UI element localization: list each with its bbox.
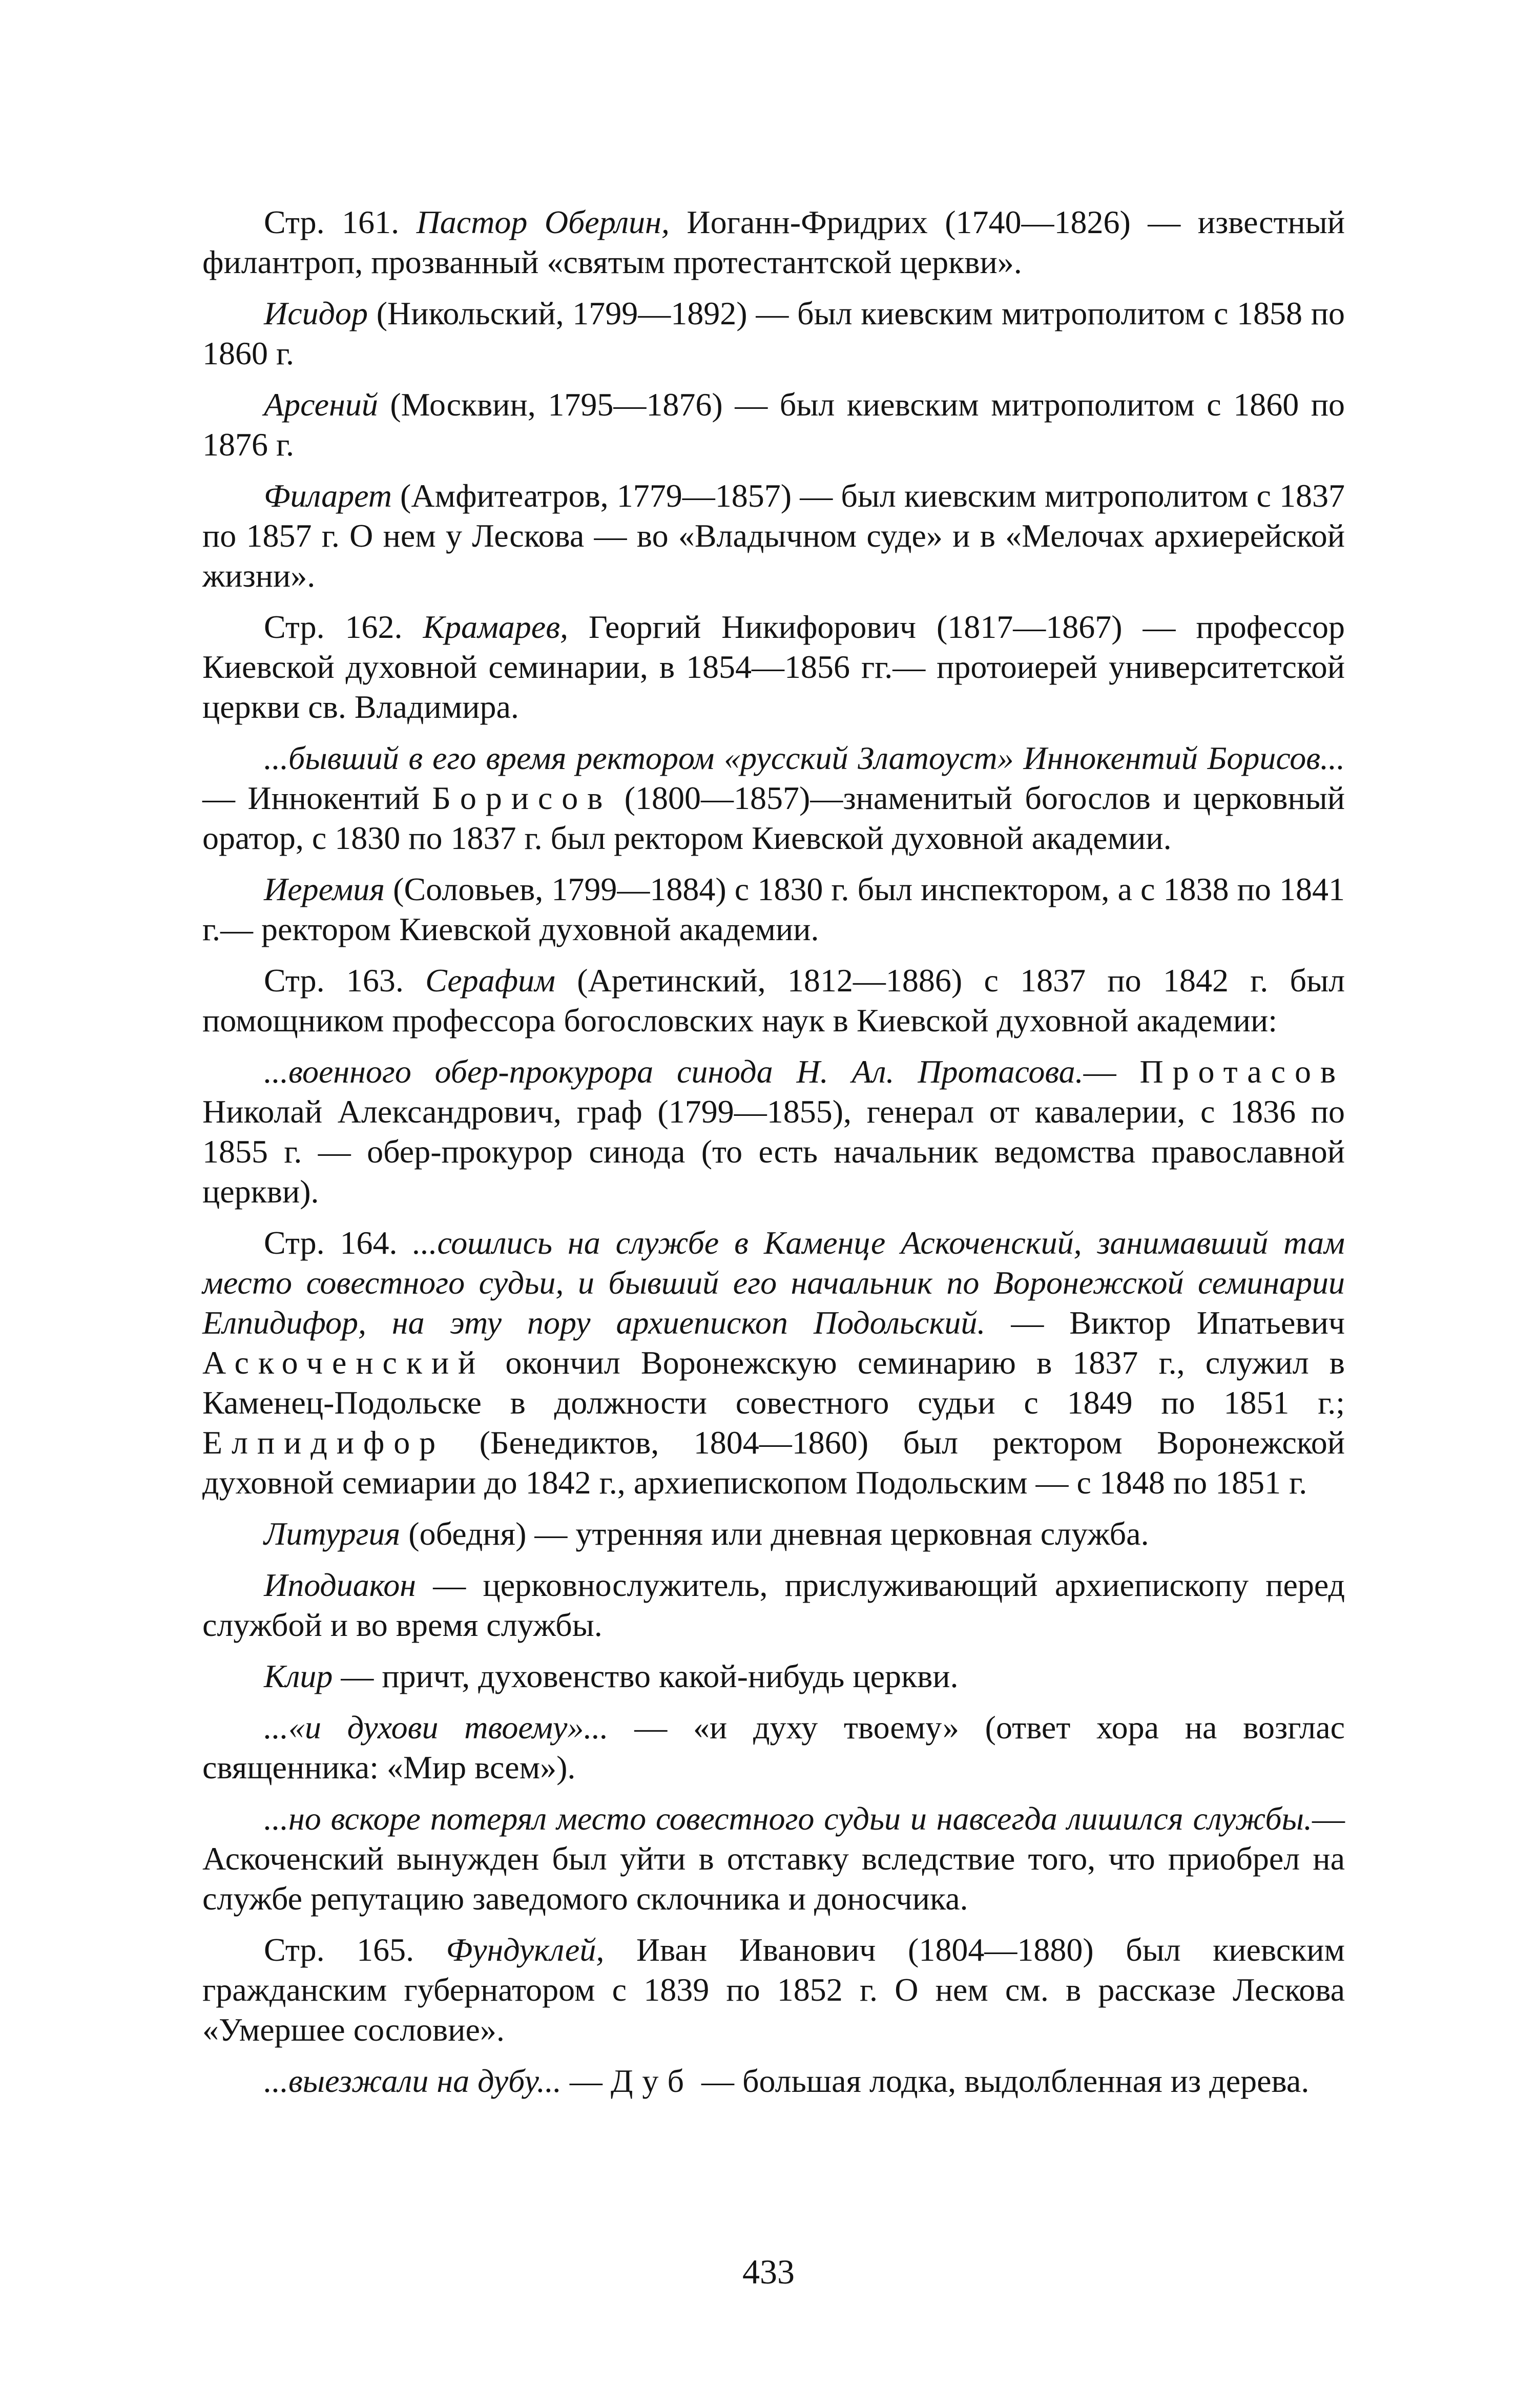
text-run: Иван Иванович (1804—1880) был киевским гражданским губернатором с 1839 по 1852 г. О нем см. в рассказе Лескова «Умершее сословие». [202,1932,1345,2048]
text-run: Стр. 161. [264,204,417,240]
text-run: (Бенедиктов, 1804—1860) был ректором Воронежской духовной семиарии до 1842 г., архиепископом Подольским — с 1848 по 1851 г. [202,1424,1345,1501]
italic-quote: Иподиакон [264,1567,416,1603]
text-run: — Аскоченский вынужден был уйти в отставку вследствие того, что приобрел на службе репутацию заведомого склочника и доносчика. [202,1800,1345,1917]
text-run: — «и духу твоему» (ответ хора на возглас священника: «Мир всем»). [202,1709,1345,1786]
commentary-text [202,202,1345,2112]
note-paragraph [202,1514,1345,1554]
note-paragraph [202,1930,1345,2050]
italic-quote: Серафим [425,962,555,999]
note-paragraph [202,1223,1345,1503]
italic-quote: Пастор Оберлин, [416,204,670,240]
spaced-name: Дуб [610,2063,693,2099]
note-paragraph [202,1565,1345,1645]
text-run: Георгий Никифорович (1817—1867) — профессор Киевской духовной семинарии, в 1854—1856 гг.— протоиерей университетской церкви св. Владимира. [202,609,1345,725]
italic-quote: Исидор [264,295,368,331]
note-paragraph [202,607,1345,727]
italic-quote: Клир [264,1658,333,1694]
text-run: Стр. 165. [264,1932,446,1968]
text-run: Стр. 164. [264,1224,413,1261]
spaced-name: Аскоченский [202,1344,485,1381]
note-paragraph [202,294,1345,373]
note-paragraph [202,1052,1345,1212]
text-run: — Иннокентий [202,780,432,816]
text-run: (1800—1857)—знаменитый богослов и церковный оратор, с 1830 по 1837 г. был ректором Киевской духовной академии. [202,780,1345,856]
text-run: — Виктор Ипатьевич [985,1304,1345,1341]
italic-quote: ...«и духови твоему»... [264,1709,609,1746]
text-run: (Никольский, 1799—1892) — был киевским митрополитом с 1858 по 1860 г. [202,295,1345,371]
note-paragraph [202,2061,1345,2101]
text-run: Стр. 162. [264,609,423,645]
italic-quote: Крамарев, [423,609,568,645]
note-paragraph [202,1656,1345,1696]
italic-quote: ...бывший в его время ректором «русский Златоуст» Иннокентий Борисов... [264,740,1345,776]
note-paragraph [202,869,1345,949]
italic-quote: Арсений [264,386,378,423]
text-run: Стр. 163. [264,962,426,999]
text-run: (обедня) — утренняя или дневная церковная служба. [400,1516,1149,1552]
page-number: 433 [742,2252,795,2291]
italic-quote: ...военного обер-прокурора синода Н. Ал. Протасова. [264,1053,1084,1090]
spaced-name: Елпидифор [202,1424,445,1461]
note-paragraph [202,202,1345,282]
text-run: — [1083,1053,1140,1090]
text-run: (Москвин, 1795—1876) — был киевским митрополитом с 1860 по 1876 г. [202,386,1345,463]
italic-quote: ...сошлись на службе в Каменце Аскоченский, занимавший там место совестного судьи, и бывший его начальник по Воронежской семинарии Елпидифор, на эту пору архиепископ Подольский. [202,1224,1345,1341]
note-paragraph [202,738,1345,858]
italic-quote: Иеремия [264,871,385,907]
text-run: — большая лодка, выдолбленная из дерева. [693,2063,1310,2099]
text-run: (Соловьев, 1799—1884) с 1830 г. был инспектором, а с 1838 по 1841 г.— ректором Киевской духовной академии. [202,871,1345,947]
text-run: Николай Александрович, граф (1799—1855), генерал от кавалерии, с 1836 по 1855 г. — обер-прокурор синода (то есть начальник ведомства православной церкви). [202,1093,1345,1210]
text-run: — церковнослужитель, прислуживающий архиепископу перед службой и во время службы. [202,1567,1345,1643]
spaced-name: Борисов [432,780,612,816]
note-paragraph [202,476,1345,596]
note-paragraph [202,385,1345,465]
italic-quote: Филарет [264,478,392,514]
note-paragraph [202,961,1345,1041]
note-paragraph [202,1708,1345,1788]
spaced-name: Протасов [1139,1053,1345,1090]
italic-quote: Литургия [264,1516,401,1552]
italic-quote: ...выезжали на дубу... [264,2063,562,2099]
italic-quote: ...но вскоре потерял место совестного судьи и навсегда лишился службы. [264,1800,1312,1837]
text-run: — причт, духовенство какой-нибудь церкви. [333,1658,959,1694]
text-run: (Амфитеатров, 1779—1857) — был киевским митрополитом с 1837 по 1857 г. О нем у Лескова — во «Владычном суде» и в «Мелочах архиерейской жизни». [202,478,1345,594]
text-run: (Аретинский, 1812—1886) с 1837 по 1842 г. был помощником профессора богословских наук в Киевской духовной академии: [202,962,1345,1039]
note-paragraph [202,1799,1345,1919]
italic-quote: Фундуклей, [446,1932,605,1968]
text-run: окончил Воронежскую семинарию в 1837 г., служил в Каменец-Подольске в должности совестного судьи с 1849 по 1851 г.; [202,1344,1345,1421]
text-run: — [561,2063,611,2099]
text-run: Иоганн-Фридрих (1740—1826) — известный филантроп, прозванный «святым протестантской церкви». [202,204,1345,280]
